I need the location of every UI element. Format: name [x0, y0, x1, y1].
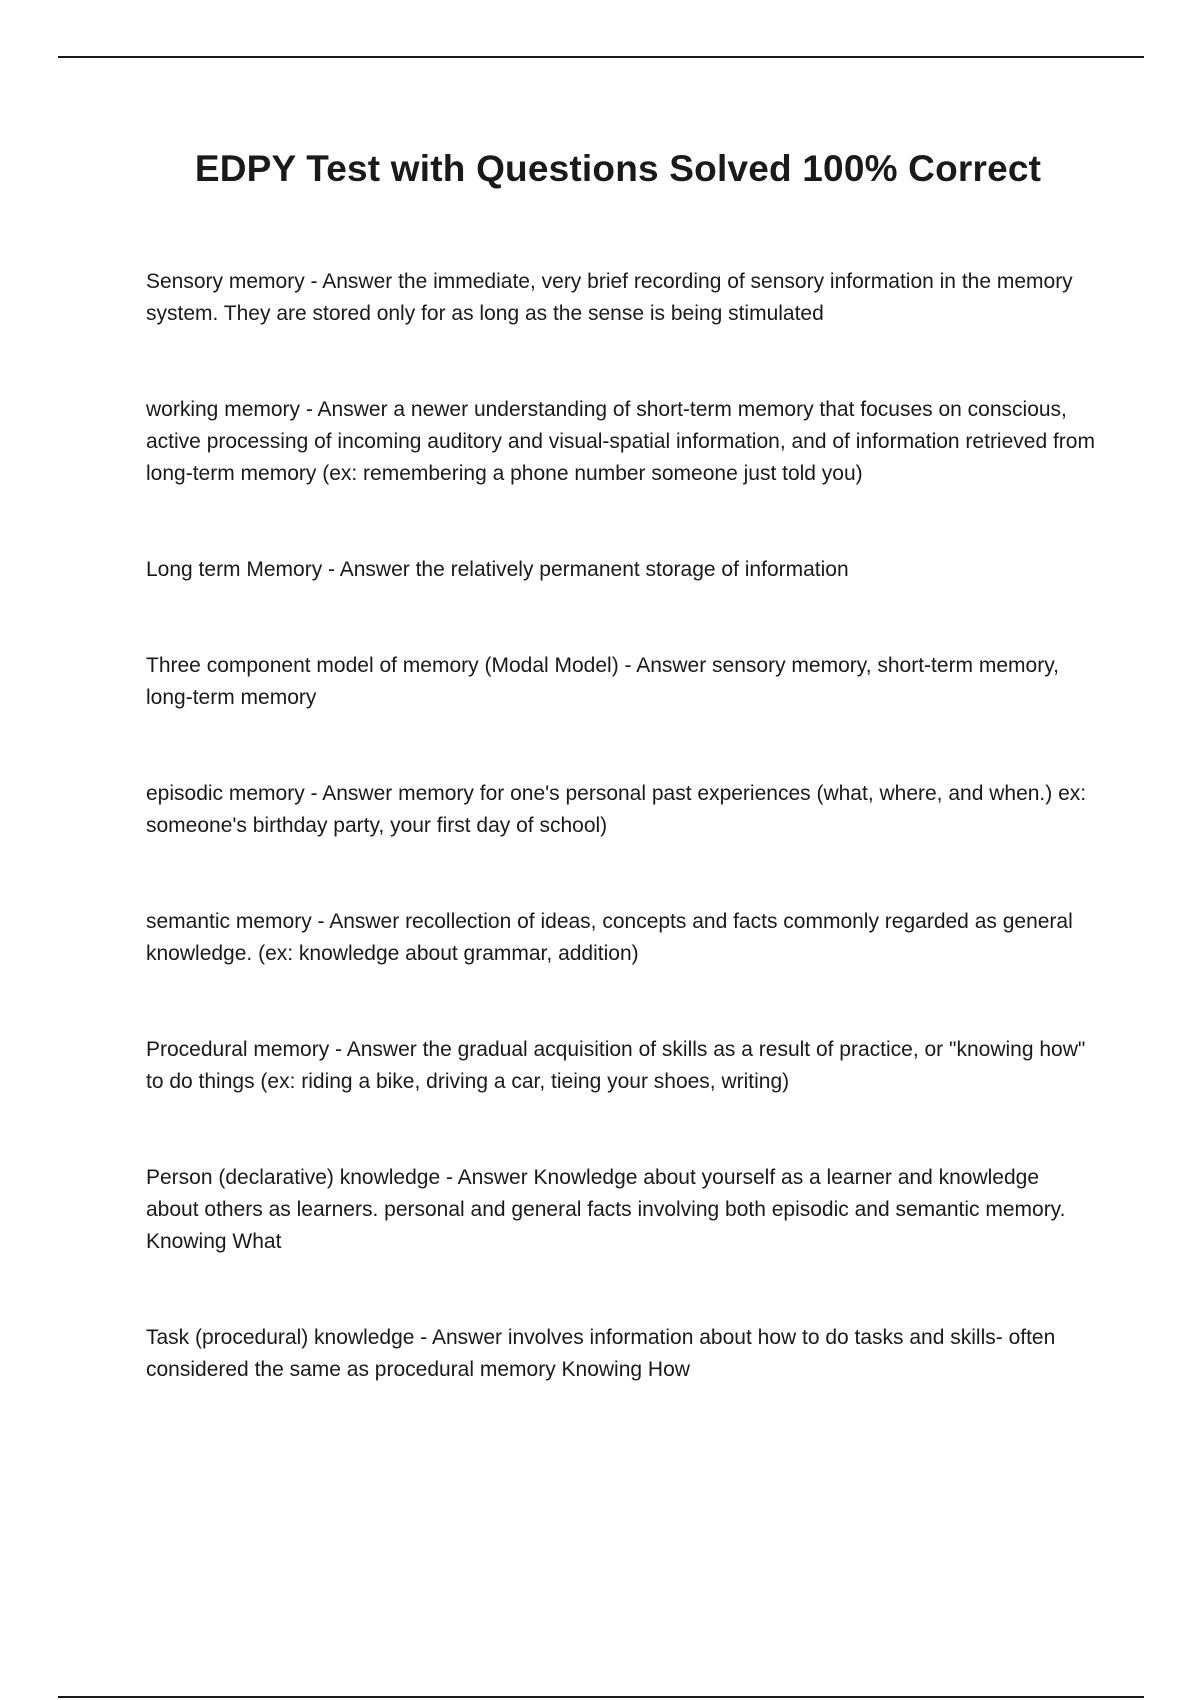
footer-rule [58, 1696, 1144, 1698]
qa-entry-modal-model: Three component model of memory (Modal Model) - Answer sensory memory, short-term memory, long-term memory [146, 654, 1059, 709]
qa-entry-task-knowledge: Task (procedural) knowledge - Answer involves information about how to do tasks and skills- often considered the same as procedural memory Knowing How [146, 1326, 1056, 1381]
qa-entry-long-term-memory: Long term Memory - Answer the relatively permanent storage of information [146, 558, 849, 581]
header-rule [58, 56, 1144, 58]
qa-entry-working-memory: working memory - Answer a newer understanding of short-term memory that focuses on conscious, active processing of incoming auditory and visual-spatial information, and of information retrieved from long-term memory (ex: remembering a phone number someone just told you) [146, 398, 1095, 485]
qa-entry-semantic-memory: semantic memory - Answer recollection of ideas, concepts and facts commonly regarded as general knowledge. (ex: knowledge about grammar, addition) [146, 910, 1073, 965]
qa-entry-procedural-memory: Procedural memory - Answer the gradual acquisition of skills as a result of practice, or "knowing how" to do things (ex: riding a bike, driving a car, tieing your shoes, writing) [146, 1038, 1086, 1093]
document-title: EDPY Test with Questions Solved 100% Correct [194, 148, 1042, 189]
qa-entry-person-knowledge: Person (declarative) knowledge - Answer Knowledge about yourself as a learner and knowledge about others as learners. personal and general facts involving both episodic and semantic memory. Knowing What [146, 1166, 1066, 1253]
qa-entry-episodic-memory: episodic memory - Answer memory for one's personal past experiences (what, where, and when.) ex: someone's birthday party, your first day of school) [146, 782, 1087, 837]
qa-entry-list [146, 266, 1096, 1386]
qa-entry-sensory-memory: Sensory memory - Answer the immediate, very brief recording of sensory information in the memory system. They are stored only for as long as the sense is being stimulated [146, 270, 1073, 325]
